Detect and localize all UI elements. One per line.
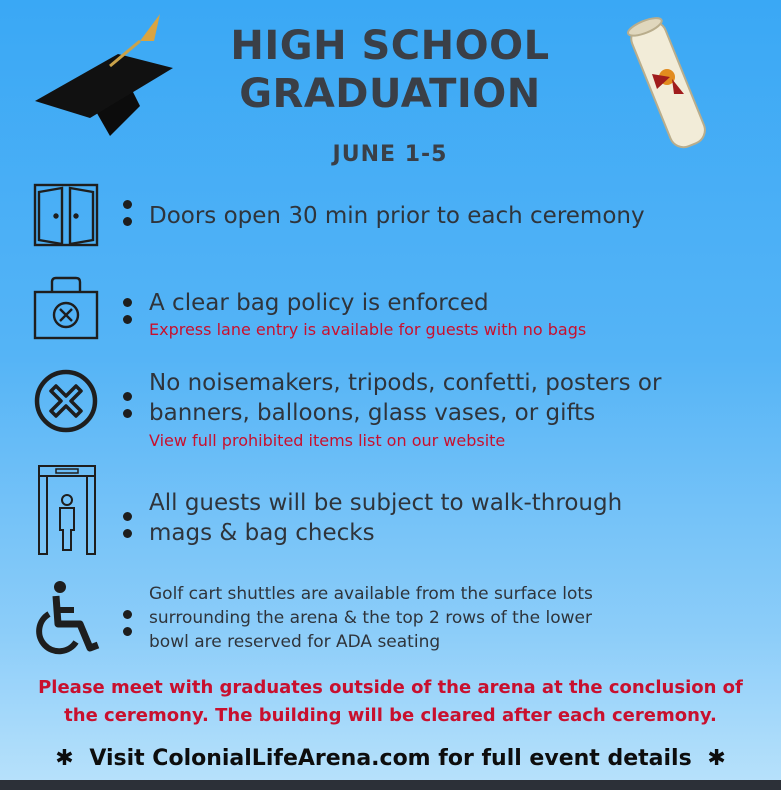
doors-open-text: Doors open 30 min prior to each ceremony [149, 203, 645, 229]
metal-detector-icon [36, 462, 98, 556]
note-line-2: the ceremony. The building will be cleared after each ceremony. [64, 705, 717, 726]
colon-marker [123, 384, 133, 426]
clear-bag-icon [32, 274, 100, 342]
note-line-1: Please meet with graduates outside of the arena at the conclusion of [38, 677, 743, 698]
footer [0, 744, 781, 774]
prohibited-line-2: banners, balloons, glass vases, or gifts [149, 400, 596, 426]
wheelchair-icon [32, 580, 104, 658]
website-link[interactable]: Visit ColonialLifeArena.com for full event details [89, 746, 692, 771]
security-line-2: mags & bag checks [149, 520, 375, 546]
asterisk-icon: ✱ [55, 746, 74, 771]
bottom-bar [0, 780, 781, 790]
ada-line-2: surrounding the arena & the top 2 rows of the lower [149, 608, 592, 628]
prohibited-items-text [149, 368, 769, 428]
security-line-1: All guests will be subject to walk-through [149, 490, 623, 516]
express-lane-note: Express lane entry is available for guests with no bags [149, 320, 587, 339]
prohibited-line-1: No noisemakers, tripods, confetti, posters or [149, 370, 662, 396]
colon-marker [123, 504, 133, 546]
ada-info-text [149, 582, 749, 654]
colon-marker [123, 290, 133, 332]
asterisk-icon: ✱ [707, 746, 726, 771]
door-icon [32, 182, 100, 248]
ada-line-1: Golf cart shuttles are available from the surface lots [149, 584, 593, 604]
event-date: JUNE 1-5 [332, 142, 448, 167]
clear-bag-text: A clear bag policy is enforced [149, 290, 489, 316]
page-title [140, 22, 640, 118]
title-line-1: HIGH SCHOOL [230, 23, 550, 69]
security-check-text [149, 488, 769, 548]
title-line-2: GRADUATION [239, 71, 541, 117]
colon-marker [123, 192, 133, 234]
prohibited-list-link[interactable]: View full prohibited items list on our website [149, 431, 506, 450]
graduate-meeting-note [0, 674, 781, 730]
ada-line-3: bowl are reserved for ADA seating [149, 632, 441, 652]
prohibited-icon [33, 368, 99, 434]
colon-marker [123, 602, 133, 644]
